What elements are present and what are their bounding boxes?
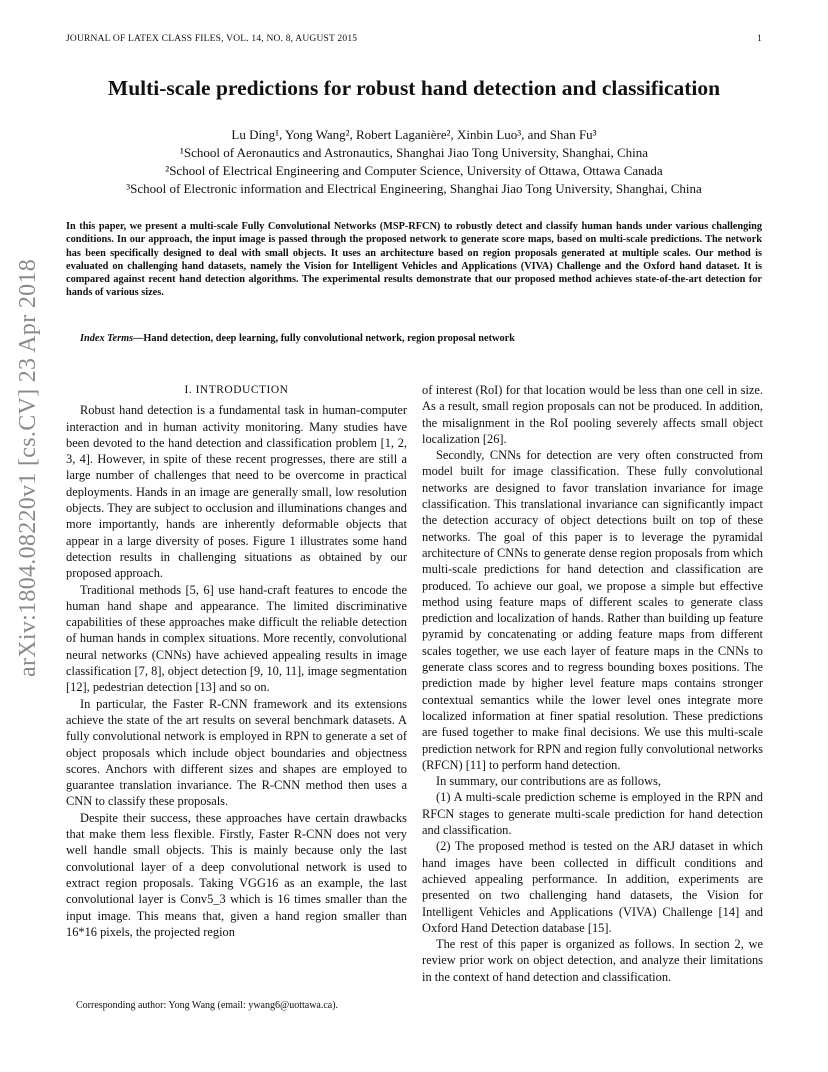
running-header: JOURNAL OF LATEX CLASS FILES, VOL. 14, NO. 8, AUGUST 2015 [66, 34, 358, 44]
paragraph: Secondly, CNNs for detection are very often constructed from model built for image classification. These fully convolutional networks are designed to favor translation invariance for image classification. This translational invariance can significantly impact the detection accuracy of object detections built on top of these networks. The goal of this paper is to leverage the pyramidal architecture of CNNs to generate dense region proposals from which multi-scale predictions for hand detection and classification are produced. To achieve our goal, we propose a simple but effective method using feature maps of different scales to generate class prediction and localization of hands. Rather than building up feature pyramid by concatenating or adding feature maps from different scales together, we use each layer of feature maps in the CNNs to generate class scores and to regress bounding boxes positions. The prediction made by higher level feature maps contains stronger contextual semantics while the lower level ones integrate more localized information at finer spatial resolution. These predictions are fused together to make final decisions. We use this multi-scale prediction network for RPN and region fully convolutional networks (RFCN) [11] to perform hand detection. [422, 448, 763, 772]
affiliation-1: ¹School of Aeronautics and Astronautics, Shanghai Jiao Tong University, Shanghai, China [179, 145, 649, 160]
author-block [40, 126, 788, 198]
author-names: Lu Ding¹, Yong Wang², Robert Laganière², Xinbin Luo³, and Shan Fu³ [231, 127, 597, 142]
index-terms [80, 333, 762, 344]
abstract: In this paper, we present a multi-scale Fully Convolutional Networks (MSP-RFCN) to robustly detect and classify human hands under various challenging conditions. In our approach, the input image is passed through the proposed network to generate score maps, based on multi-scale predictions. The network has been specifically designed to deal with small objects. It uses an architecture based on region proposals generated at multiple scales. Our method is evaluated on challenging hand datasets, namely the Vision for Intelligent Vehicles and Applications (VIVA) Challenge and the Oxford hand dataset. It is compared against recent hand detection algorithms. The experimental results demonstrate that our proposed method achieves state-of-the-art detection for hands of various sizes. [66, 221, 762, 299]
arxiv-identifier[interactable]: arXiv:1804.08220v1 [cs.CV] 23 Apr 2018 [15, 258, 41, 677]
affiliation-2: ²School of Electrical Engineering and Computer Science, University of Ottawa, Ottawa Canada [165, 163, 663, 178]
left-column [66, 382, 407, 940]
section-heading: I. INTRODUCTION [184, 384, 289, 396]
index-terms-text: —Hand detection, deep learning, fully convolutional network, region proposal network [133, 333, 515, 344]
paragraph: The rest of this paper is organized as follows. In section 2, we review prior work on object detection, and analyze their limitations in the context of hand detection and classification. [422, 937, 763, 984]
paper-title: Multi-scale predictions for robust hand detection and classification [107, 76, 721, 100]
paragraph: of interest (RoI) for that location would be less than one cell in size. As a result, small region proposals can not be produced. In addition, the misalignment in the RoI pooling severely affects small object localization [26]. [422, 383, 763, 446]
paragraph: (1) A multi-scale prediction scheme is employed in the RPN and RFCN stages to generate multi-scale prediction for hand detection and classification. [422, 790, 763, 838]
paragraph: Robust hand detection is a fundamental task in human-computer interaction and in human activity monitoring. Many studies have been devoted to the hand detection and classification problem [1, 2, 3, 4]. However, in spite of these recent progresses, there are still a large number of challenges that need to be overcome in practical deployments. Hands in an image are generally small, low resolution objects. They are subject to occlusion and illuminations changes and more importantly, hands are inherently deformable objects that appear in a large diversity of poses. Figure 1 illustrates some hand detection results in challenging situations as obtained by our proposed approach. [66, 403, 407, 581]
paragraph: Traditional methods [5, 6] use hand-craft features to encode the human hand shape and appearance. The limited discriminative capabilities of these approaches make difficult the reliable detection of human hands in complex situations. More recently, convolutional neural networks (CNNs) have achieved appealing results in image classification [7, 8], object detection [9, 10, 11], image segmentation [12], pedestrian detection [13] and so on. [66, 582, 407, 695]
paragraph: (2) The proposed method is tested on the ARJ dataset in which hand images have been collected in difficult conditions and achieved appealing performance. In addition, experiments are presented on two challenging hand datasets, the Vision for Intelligent Vehicles and Applications (VIVA) Challenge [14] and Oxford Hand Detection database [15]. [422, 839, 763, 935]
corresponding-author-footnote: Corresponding author: Yong Wang (email: ywang6@uottawa.ca). [76, 1000, 339, 1011]
right-column [422, 382, 763, 985]
paragraph: Despite their success, these approaches have certain drawbacks that make them less flexible. Firstly, Faster R-CNN does not very well handle small objects. This is mainly because only the last convolutional layer of a deep convolutional network is used to extract region proposals. Taking VGG16 as an example, the last convolutional layer is Conv5_3 which is 16 times smaller than the input image. This means that, given a hand region smaller than 16*16 pixels, the projected region [66, 810, 407, 939]
paragraph: In particular, the Faster R-CNN framework and its extensions achieve the state of the art results on several benchmark datasets. A fully convolutional network is employed in RPN to generate a set of object proposals which include object boundaries and objectness scores. Anchors with different sizes and shapes are employed to guarantee translation invariance. The R-CNN method then uses a CNN to classify these proposals. [66, 696, 407, 809]
page-number: 1 [757, 34, 762, 44]
paragraph: In summary, our contributions are as follows, [436, 774, 661, 789]
affiliation-3: ³School of Electronic information and Electrical Engineering, Shanghai Jiao Tong University, Shanghai, China [126, 181, 702, 196]
index-terms-label: Index Terms [80, 333, 134, 344]
